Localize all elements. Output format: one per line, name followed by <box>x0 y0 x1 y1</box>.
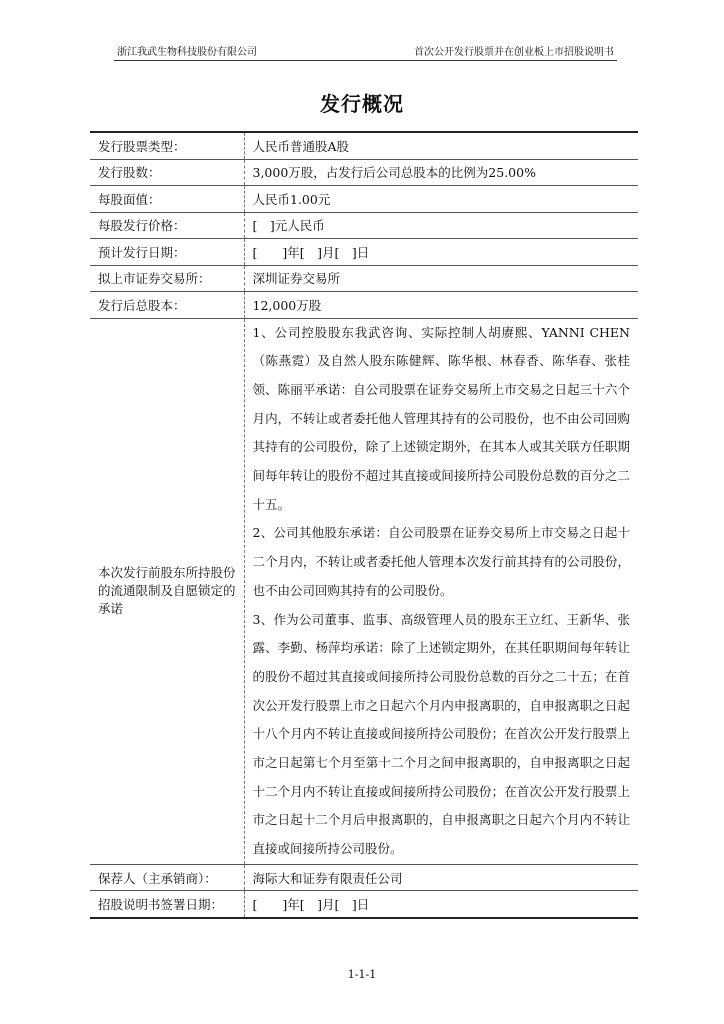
commitment-paragraph: 3、作为公司董事、监事、高级管理人员的股东王立红、王新华、张露、李勤、杨萍均承诺：除了上述锁定期外，在其任职期间每年转让的股份不超过其直接或间接所持公司股份总数的百分之二十五；在首次公开发行股票上市之日起六个月内申报离职的，自申报离职之日起十八个月内不转让直接或间接所持公司股份；在首次公开发行股票上市之日起第七个月至第十二个月之间申报离职的，自申报离职之日起十二个月内不转让直接或间接所持公司股份；在首次公开发行股票上市之日起十二个月后申报离职的，自申报离职之日起六个月内不转让直接或间接所持公司股份。 <box>252 611 630 857</box>
company-name: 浙江我武生物科技股份有限公司 <box>117 47 257 58</box>
row-label: 每股发行价格： <box>90 212 244 239</box>
table-row <box>90 132 638 159</box>
row-label: 保荐人（主承销商）： <box>90 864 244 891</box>
row-value: 12,000万股 <box>244 292 638 319</box>
page-number: 1-1-1 <box>347 968 377 981</box>
table-row <box>90 239 638 266</box>
document-name: 首次公开发行股票并在创业板上市招股说明书 <box>414 47 614 58</box>
lockup-label: 本次发行前股东所持股份的流通限制及自愿锁定的承诺 <box>90 318 244 864</box>
commitment-paragraph: 1、公司控股股东我武咨询、实际控制人胡赓熙、YANNI CHEN（陈燕霓）及自然人股东陈健辉、陈华根、林春香、陈华春、张桂领、陈丽平承诺：自公司股票在证券交易所上市交易之日起三十六个月内，不转让或者委托他人管理其持有的公司股份，也不由公司回购其持有的公司股份，除了上述锁定期外，在其本人或其关联方任职期间每年转让的股份不超过其直接或间接所持公司股份总数的百分之二十五。 <box>252 324 630 512</box>
row-label: 预计发行日期： <box>90 239 244 266</box>
row-label: 招股说明书签署日期： <box>90 891 244 918</box>
row-value: [ ]年[ ]月[ ]日 <box>244 239 638 266</box>
table-row <box>90 318 638 864</box>
table-row <box>90 265 638 292</box>
table-row <box>90 864 638 891</box>
row-label: 拟上市证券交易所： <box>90 265 244 292</box>
row-value: [ ]年[ ]月[ ]日 <box>244 891 638 918</box>
row-value: 海际大和证券有限责任公司 <box>244 864 638 891</box>
row-value: 人民币普通股A股 <box>244 132 638 159</box>
row-label: 发行股数： <box>90 159 244 186</box>
table-row <box>90 292 638 319</box>
issuance-overview-table <box>90 131 638 919</box>
table-row <box>90 891 638 918</box>
commitment-paragraph: 2、公司其他股东承诺：自公司股票在证券交易所上市交易之日起十二个月内，不转让或者委托他人管理本次发行前其持有的公司股份，也不由公司回购其持有的公司股份。 <box>252 525 630 598</box>
row-label: 发行股票类型： <box>90 132 244 159</box>
table-row <box>90 212 638 239</box>
row-label: 发行后总股本： <box>90 292 244 319</box>
row-value: 人民币1.00元 <box>244 186 638 213</box>
row-value: 深圳证券交易所 <box>244 265 638 292</box>
table-row <box>90 159 638 186</box>
row-label: 每股面值： <box>90 186 244 213</box>
lockup-commitments <box>244 318 638 864</box>
row-value: [ ]元人民币 <box>244 212 638 239</box>
row-value: 3,000万股，占发行后公司总股本的比例为25.00% <box>244 159 638 186</box>
page-header <box>114 40 617 61</box>
table-row <box>90 186 638 213</box>
page-title: 发行概况 <box>320 92 404 116</box>
